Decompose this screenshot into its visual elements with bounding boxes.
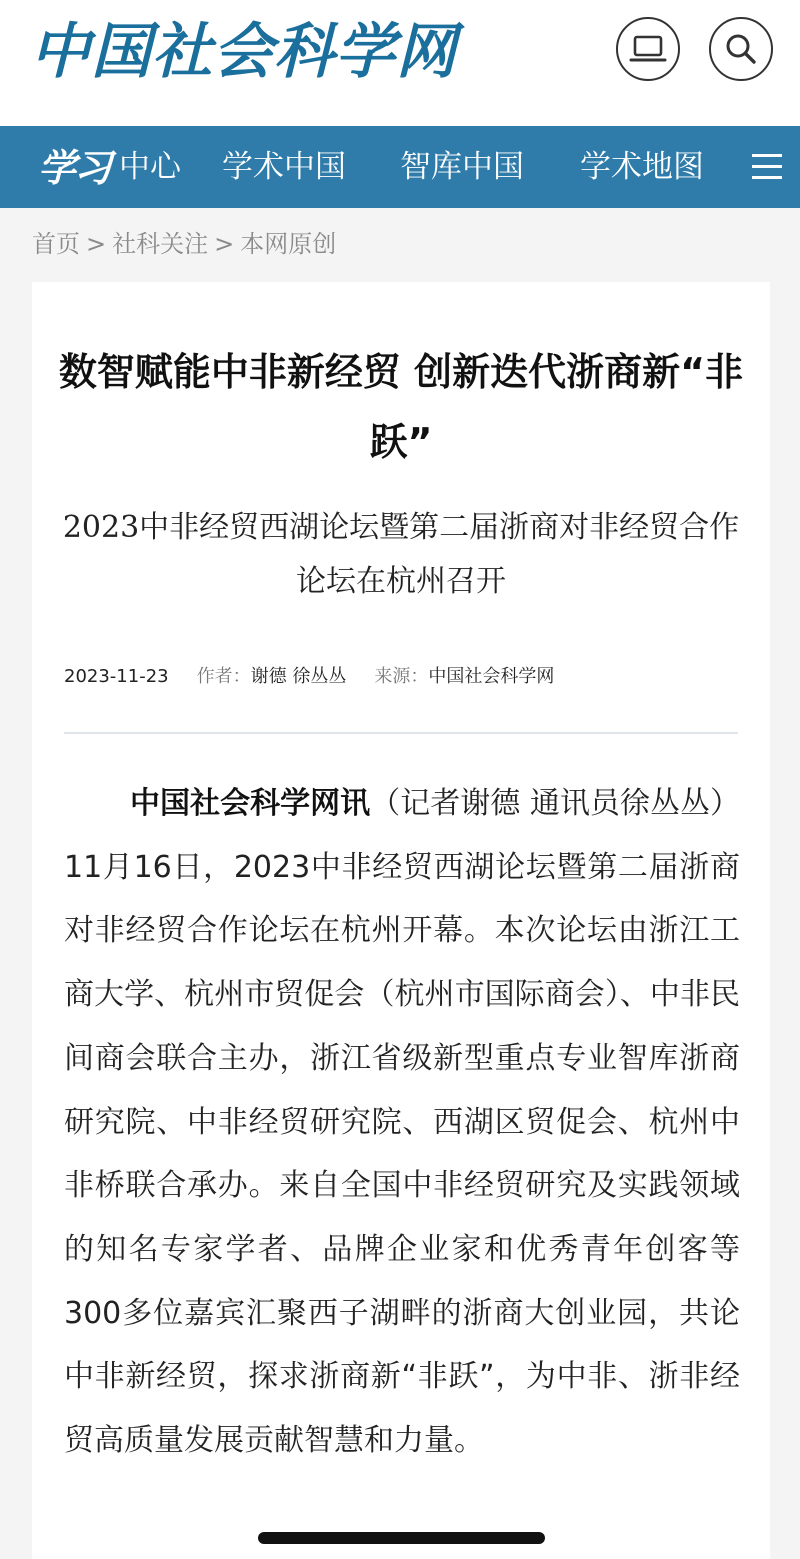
- main-nav: [0, 126, 800, 208]
- breadcrumb-original[interactable]: 本网原创: [240, 230, 337, 258]
- article-paragraph: （记者谢德 通讯员徐丛丛）11月16日，2023中非经贸西湖论坛暨第二届浙商对非经贸合作论坛在杭州开幕。本次论坛由浙江工商大学、杭州市贸促会（杭州市国际商会）、中非民间商会联合主办，浙江省级新型重点专业智库浙商研究院、中非经贸研究院、西湖区贸促会、杭州中非桥联合承办。来自全国中非经贸研究及实践领域的知名专家学者、品牌企业家和优秀青年创客等300多位嘉宾汇聚西子湖畔的浙商大创业园，共论中非新经贸，探求浙商新“非跃”，为中非、浙非经贸高质量发展贡献智慧和力量。: [64, 786, 740, 1459]
- breadcrumb-home[interactable]: 首页: [32, 230, 80, 258]
- article-card: [32, 282, 770, 1559]
- breadcrumb: [32, 226, 336, 262]
- search-icon: [724, 32, 758, 66]
- search-button[interactable]: [709, 17, 773, 81]
- meta-divider: [64, 732, 738, 734]
- site-header: [0, 0, 800, 126]
- article-subtitle: 2023中非经贸西湖论坛暨第二届浙商对非经贸合作论坛在杭州召开: [62, 510, 740, 599]
- breadcrumb-separator: >: [86, 230, 107, 258]
- home-indicator: [258, 1532, 545, 1544]
- xuexi-logo[interactable]: 学习: [38, 145, 111, 190]
- article-author: 谢德 徐丛丛: [250, 666, 347, 687]
- article-date: 2023-11-23: [64, 666, 169, 687]
- breadcrumb-social-science-focus[interactable]: 社科关注: [112, 230, 209, 258]
- breadcrumb-separator: >: [214, 230, 235, 258]
- article-lead: 中国社会科学网讯: [130, 786, 371, 821]
- site-logo[interactable]: 中国社会科学网: [30, 17, 457, 87]
- nav-item-center[interactable]: 中心: [119, 149, 181, 185]
- article-title: 数智赋能中非新经贸 创新迭代浙商新“非跃”: [58, 350, 744, 464]
- source-label: 来源：: [374, 666, 429, 687]
- hamburger-menu-icon[interactable]: [752, 154, 782, 180]
- laptop-icon: [629, 34, 667, 64]
- author-label: 作者：: [196, 666, 251, 687]
- article-source: 中国社会科学网: [428, 666, 555, 687]
- article-meta: [64, 664, 554, 690]
- nav-item-think-tank-china[interactable]: 智库中国: [400, 149, 524, 185]
- nav-item-academic-map[interactable]: 学术地图: [580, 149, 704, 185]
- article-body: [64, 772, 740, 1473]
- laptop-button[interactable]: [616, 17, 680, 81]
- nav-item-academic-china[interactable]: 学术中国: [222, 149, 346, 185]
